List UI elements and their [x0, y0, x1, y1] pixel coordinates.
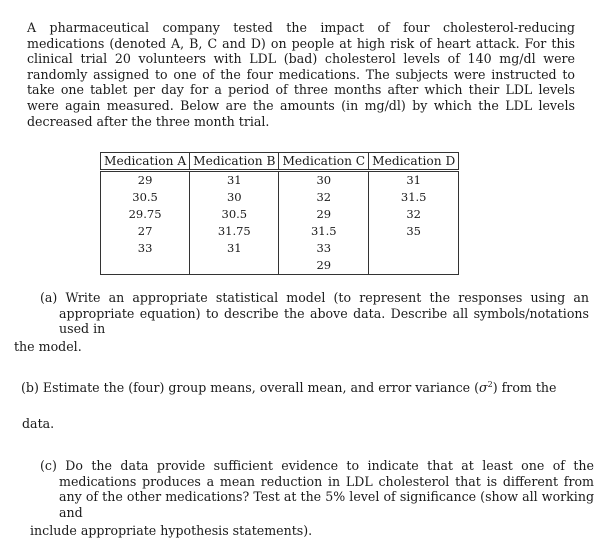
- table-cell: 31.5: [279, 223, 369, 240]
- table-cell: 31.5: [369, 189, 459, 206]
- table-cell: 31: [190, 240, 279, 257]
- table-cell: 33: [279, 240, 369, 257]
- table-header-row: [101, 153, 459, 171]
- table-cell: 30: [279, 171, 369, 190]
- table-cell: 32: [279, 189, 369, 206]
- table-row: [101, 223, 459, 240]
- question-b-text: (b) Estimate the (four) group means, overall mean, and error variance (: [21, 380, 480, 395]
- problem-intro: A pharmaceutical company tested the impact of four cholesterol-reducing medications (denoted A, B, C and D) on people at high risk of heart attack. For this clinical trial 20 volunteers with LDL (bad) cholesterol levels of 140 mg/dl were randomly assigned to one of the four medications. The subjects were instructed to take one tablet per day for a period of three months after which their LDL levels were again measured. Below are the amounts (in mg/dl) by which the LDL levels decreased after the three month trial.: [27, 20, 575, 129]
- question-a-continuation: the model.: [14, 339, 82, 354]
- table-cell: 33: [101, 240, 190, 257]
- sigma-symbol: σ: [479, 380, 488, 395]
- question-b-continuation: data.: [22, 416, 55, 431]
- table-cell: 29: [101, 171, 190, 190]
- table-cell: 30: [190, 189, 279, 206]
- table-cell: 35: [369, 223, 459, 240]
- table-cell: [369, 240, 459, 257]
- table-row: [101, 257, 459, 275]
- table-row: [101, 171, 459, 190]
- table-row: [101, 206, 459, 223]
- table-cell: 29: [279, 206, 369, 223]
- question-b: [21, 380, 576, 396]
- table-cell: [369, 257, 459, 275]
- table-cell: [190, 257, 279, 275]
- squared-exponent: 2: [487, 379, 493, 389]
- column-header: Medication A: [101, 153, 190, 171]
- table-cell: 29: [279, 257, 369, 275]
- column-header: Medication C: [279, 153, 369, 171]
- table-row: [101, 240, 459, 257]
- column-header: Medication B: [190, 153, 279, 171]
- question-b-text-end: ) from the: [492, 380, 557, 395]
- table-cell: 30.5: [190, 206, 279, 223]
- table-cell: 31.75: [190, 223, 279, 240]
- table-cell: 30.5: [101, 189, 190, 206]
- table-cell: 27: [101, 223, 190, 240]
- table-row: [101, 189, 459, 206]
- question-a: (a) Write an appropriate statistical model (to represent the responses using an appropriate equation) to describe the above data. Describe all symbols/notations used in: [40, 290, 589, 337]
- table-cell: 31: [190, 171, 279, 190]
- table-cell: 31: [369, 171, 459, 190]
- question-c: (c) Do the data provide sufficient evidence to indicate that at least one of the medications produces a mean reduction in LDL cholesterol that is different from any of the other medications? Test at the 5% level of significance (show all working and: [40, 458, 594, 520]
- table-cell: 32: [369, 206, 459, 223]
- column-header: Medication D: [369, 153, 459, 171]
- table-cell: [101, 257, 190, 275]
- question-c-continuation: include appropriate hypothesis statements).: [30, 523, 313, 538]
- medication-data-table: [100, 152, 459, 275]
- table-cell: 29.75: [101, 206, 190, 223]
